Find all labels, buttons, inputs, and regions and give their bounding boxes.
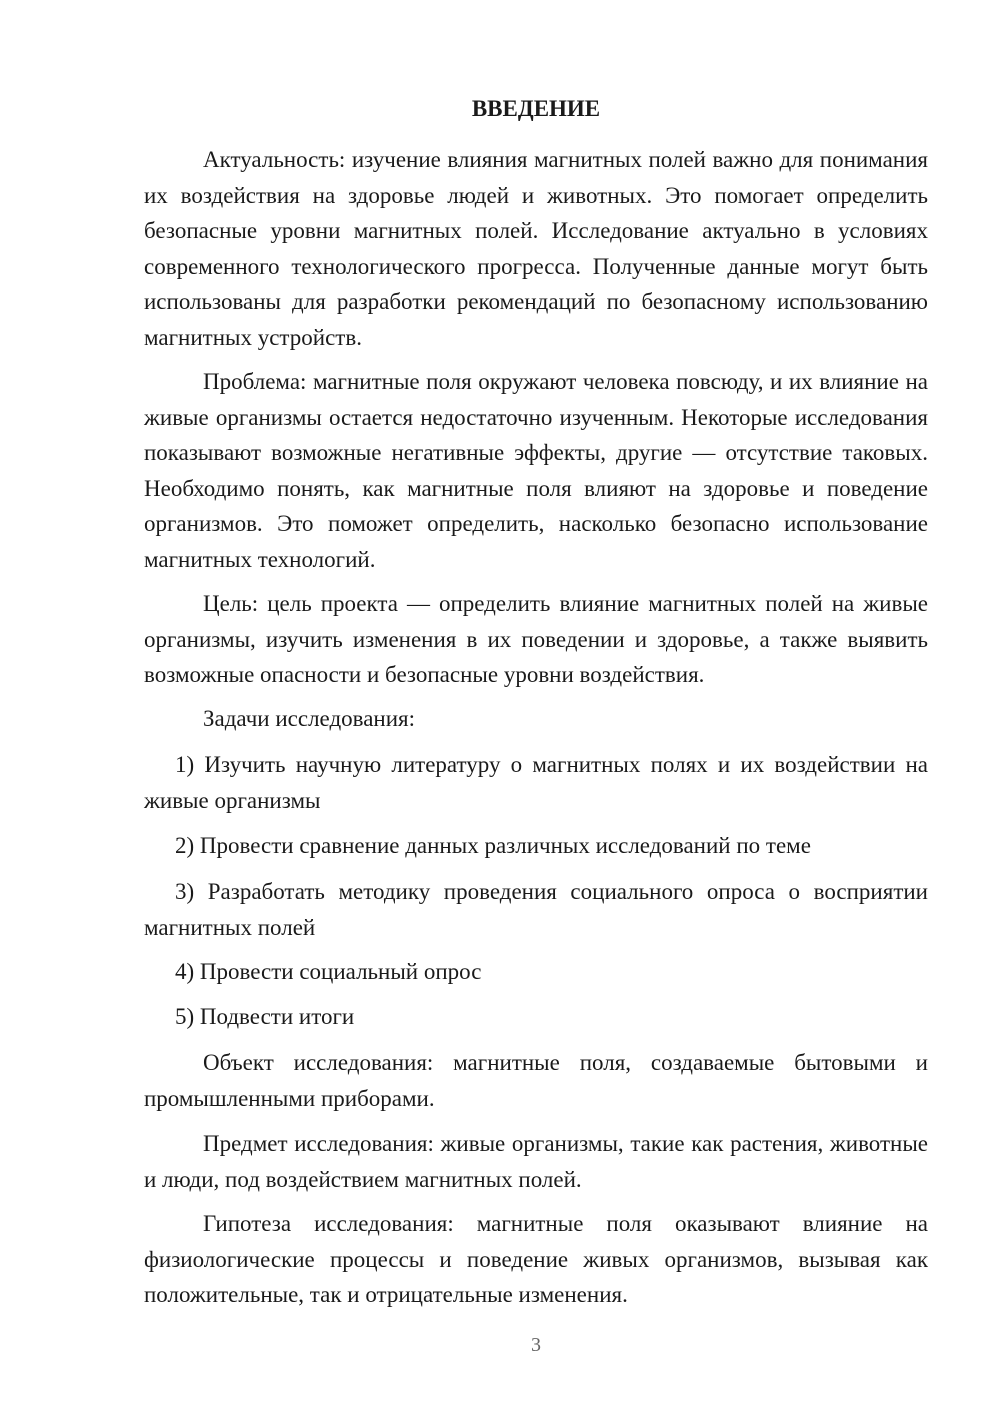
problem-paragraph: Проблема: магнитные поля окружают человека повсюду, и их влияние на живые организмы остается недостаточно изученным. Некоторые исследования показывают возможные негативные эффекты, другие — отсутствие таковых. Необходимо понять, как магнитные поля влияют на здоровье и поведение организмов. Это поможет определить, насколько безопасно использование магнитных технологий. [144, 369, 928, 572]
task-item-4: 4) Провести социальный опрос [175, 959, 482, 984]
subject-paragraph: Предмет исследования: живые организмы, такие как растения, животные и люди, под воздействием магнитных полей. [144, 1131, 928, 1192]
tasks-heading: Задачи исследования: [203, 706, 416, 731]
object-paragraph: Объект исследования: магнитные поля, создаваемые бытовыми и промышленными приборами. [144, 1050, 928, 1111]
relevance-paragraph: Актуальность: изучение влияния магнитных полей важно для понимания их воздействия на здоровье людей и животных. Это помогает определить безопасные уровни магнитных полей. Исследование актуально в условиях современного технологического прогресса. Полученные данные могут быть использованы для разработки рекомендаций по безопасному использованию магнитных устройств. [144, 147, 928, 350]
task-item-2: 2) Провести сравнение данных различных исследований по теме [175, 833, 811, 858]
page-number: 3 [531, 1334, 541, 1356]
section-heading: ВВЕДЕНИЕ [471, 96, 601, 121]
task-item-5: 5) Подвести итоги [175, 1004, 355, 1029]
goal-paragraph: Цель: цель проекта — определить влияние магнитных полей на живые организмы, изучить изменения в их поведении и здоровье, а также выявить возможные опасности и безопасные уровни воздействия. [144, 591, 928, 687]
hypothesis-paragraph: Гипотеза исследования: магнитные поля оказывают влияние на физиологические процессы и поведение живых организмов, вызывая как положительные, так и отрицательные изменения. [144, 1211, 928, 1307]
task-item-1: 1) Изучить научную литературу о магнитных полях и их воздействии на живые организмы [144, 752, 928, 813]
task-item-3: 3) Разработать методику проведения социального опроса о восприятии магнитных полей [144, 879, 928, 940]
